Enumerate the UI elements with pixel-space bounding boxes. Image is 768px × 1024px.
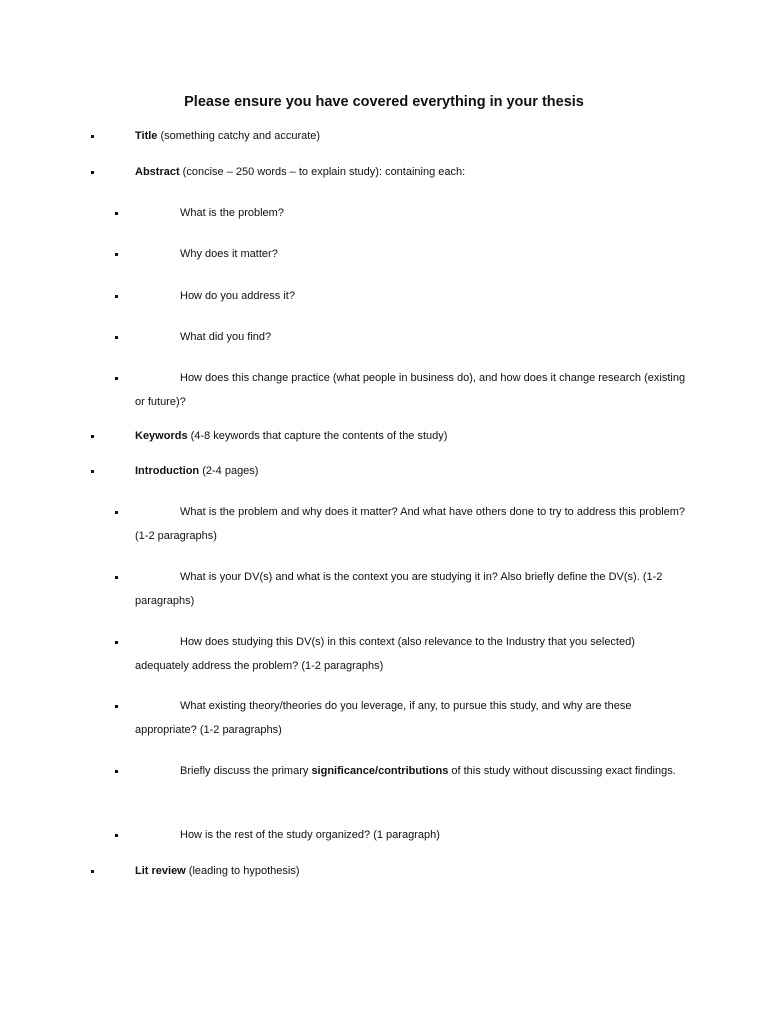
item-heading: Lit review [135,865,186,877]
list-item [135,823,690,847]
bullet [91,470,94,473]
bullet [115,641,118,644]
bullet [115,377,118,380]
item-text: (concise – 250 words – to explain study): containing each: [179,166,466,178]
item-text: What existing theory/theories do you leverage, if any, to pursue this study, and why are these appropriate? (1-2 paragraphs) [135,700,632,736]
item-text: (leading to hypothesis) [185,865,300,877]
list-item [135,759,690,783]
bullet [91,135,94,138]
bullet [115,511,118,514]
item-heading: Abstract [135,166,180,178]
item-heading: Title [135,130,158,142]
bullet [115,576,118,579]
item-heading: Keywords [135,430,188,442]
item-text: (4-8 keywords that capture the contents of the study) [187,430,448,442]
item-text: How is the rest of the study organized? (1 paragraph) [180,829,440,841]
list-item [135,201,690,225]
item-text: What is your DV(s) and what is the context you are studying it in? Also briefly define the DV(s). (1-2 paragraphs) [135,571,663,607]
list-item [135,366,690,414]
list-item-introduction [135,459,655,483]
item-text: How does this change practice (what people in business do), and how does it change research (existing or future)? [135,372,686,408]
item-emphasis: significance/contributions [311,765,449,777]
item-text: of this study without discussing exact findings. [448,765,676,777]
bullet [91,171,94,174]
item-text: What did you find? [180,331,272,343]
list-item-keywords [135,424,655,448]
list-item [135,500,690,548]
list-item-lit-review [135,859,655,883]
item-text: Briefly discuss the primary [180,765,312,777]
list-item [135,565,690,613]
bullet [115,770,118,773]
item-text: What is the problem and why does it matter? And what have others done to try to address this problem? (1-2 paragraphs) [135,506,686,542]
list-item-title [135,124,655,148]
bullet [91,435,94,438]
bullet [115,705,118,708]
bullet [115,336,118,339]
bullet [115,834,118,837]
document-title: Please ensure you have covered everything in your thesis [184,94,584,110]
list-item [135,242,690,266]
item-text: What is the problem? [180,207,284,219]
bullet [115,253,118,256]
list-item [135,325,690,349]
item-text: (2-4 pages) [199,465,259,477]
bullet [91,870,94,873]
list-item [135,630,690,678]
item-text: How do you address it? [180,290,295,302]
bullet [115,212,118,215]
list-item [135,694,690,742]
item-text: (something catchy and accurate) [157,130,321,142]
item-text: Why does it matter? [180,248,278,260]
bullet [115,295,118,298]
list-item [135,284,690,308]
list-item-abstract [135,160,655,184]
item-heading: Introduction [135,465,200,477]
item-text: How does studying this DV(s) in this context (also relevance to the Industry that you selected) adequately address the problem? (1-2 paragraphs) [135,636,635,672]
